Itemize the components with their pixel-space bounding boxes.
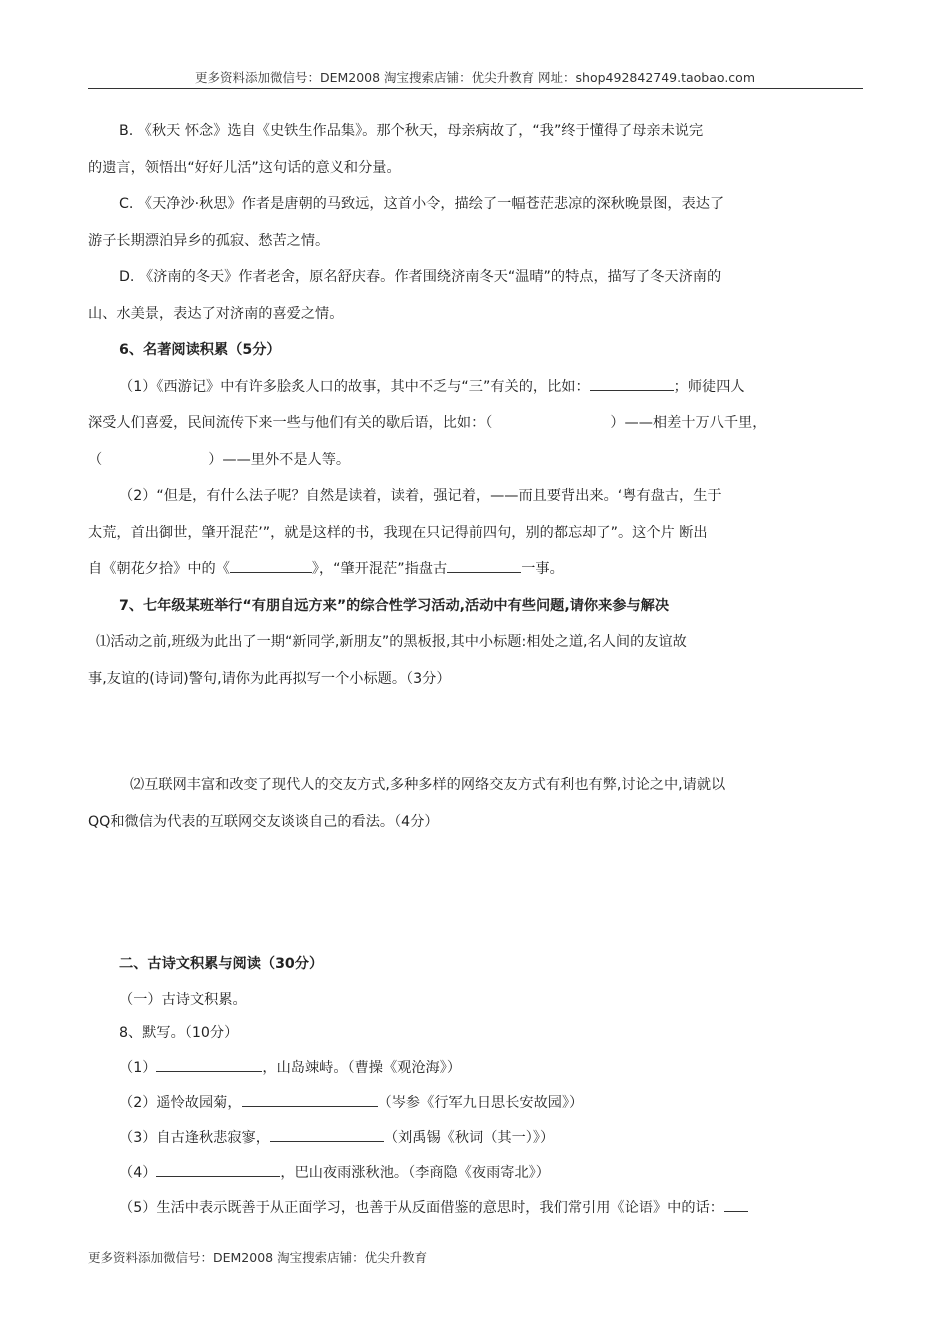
question-7-p2-line1: ⑵互联网丰富和改变了现代人的交友方式,多种多样的网络交友方式有利也有弊,讨论之中,请就以 [130, 777, 726, 793]
q6-p1-line3-b: ）——里外不是人等。 [208, 452, 351, 468]
question-7-p1-line2: 事,友谊的(诗词)警句,请你为此再拟写一个小标题。（3分） [88, 671, 451, 687]
dictation-line-4 [119, 1162, 895, 1182]
page-header: 更多资料添加微信号：DEM2008 淘宝搜索店铺：优尖升教育 网址：shop492842749.taobao.com [194, 70, 756, 85]
answer-blank[interactable] [724, 1197, 748, 1212]
dictation-1-label: （1） [119, 1060, 157, 1076]
answer-blank[interactable] [156, 1057, 262, 1072]
question-7-p2-line2: QQ和微信为代表的互联网交友谈谈自己的看法。（4分） [88, 814, 439, 830]
dictation-3-text-b: （刘禹锡《秋词（其一）》） [383, 1130, 555, 1146]
question-6-title: 6、名著阅读积累（5分） [119, 342, 281, 358]
option-d-line1: D. 《济南的冬天》作者老舍，原名舒庆春。作者围绕济南冬天“温晴”的特点，描写了冬天济南的 [119, 269, 722, 285]
question-6-p1-line1 [119, 376, 895, 396]
question-6-p1-line3 [88, 449, 864, 469]
option-c-line1: C. 《天净沙·秋思》作者是唐朝的马致远，这首小令，描绘了一幅苍茫悲凉的深秋晚景图，表达了 [119, 196, 725, 212]
dictation-2-text-a: （2）遥怜故园菊， [119, 1095, 242, 1111]
dictation-4-text: ，巴山夜雨涨秋池。（李商隐《夜雨寄北》） [280, 1165, 550, 1181]
q6-p1-line3-a: （ [88, 452, 103, 468]
dictation-3-text-a: （3）自古逢秋悲寂寥， [119, 1130, 270, 1146]
q6-p1-line2-a: 深受人们喜爱，民间流传下来一些与他们有关的歇后语，比如：（ [88, 415, 493, 431]
section-2-subtitle: （一）古诗文积累。 [119, 992, 247, 1008]
option-c-line2: 游子长期漂泊异乡的孤寂、愁苦之情。 [88, 233, 330, 249]
answer-blank[interactable] [230, 558, 312, 573]
q6-p2-line3-c: 一事。 [521, 561, 564, 577]
answer-blank[interactable] [156, 1162, 280, 1177]
dictation-4-label: （4） [119, 1165, 157, 1181]
answer-blank[interactable] [270, 1127, 384, 1142]
dictation-5-text: （5）生活中表示既善于从正面学习，也善于从反面借鉴的意思时，我们常引用《论语》中的话： [119, 1200, 724, 1216]
question-6-p2-line2: 太荒，首出御世，肇开混茫’”，就是这样的书，我现在只记得前四句，别的都忘却了”。这个片 断出 [88, 525, 708, 541]
question-6-p2-line3 [88, 558, 864, 578]
dictation-line-1 [119, 1057, 895, 1077]
question-8-title: 8、默写。（10分） [119, 1025, 239, 1041]
answer-blank[interactable] [242, 1092, 378, 1107]
dictation-line-5 [119, 1197, 895, 1217]
dictation-1-text: ，山岛竦峙。（曹操《观沧海》） [262, 1060, 462, 1076]
q6-p1-line2-b: ）——相差十万八千里， [610, 415, 767, 431]
q6-p2-line3-b: 》，“肇开混茫”指盘古 [311, 561, 448, 577]
answer-blank[interactable] [447, 558, 521, 573]
question-6-p2-line1: （2）“但是，有什么法子呢？自然是读着，读着，强记着，——而且要背出来。‘粤有盘古，生于 [119, 488, 722, 504]
question-7-p1-line1: ⑴活动之前,班级为此出了一期“新同学,新朋友”的黑板报,其中小标题:相处之道,名人间的友谊故 [96, 634, 687, 650]
dictation-line-2 [119, 1092, 895, 1112]
option-b-line1: B. 《秋天 怀念》选自《史铁生作品集》。那个秋天，母亲病故了，“我”终于懂得了母亲未说完 [119, 123, 704, 139]
option-d-line2: 山、水美景，表达了对济南的喜爱之情。 [88, 306, 344, 322]
header-divider [88, 88, 863, 89]
q6-p2-line3-a: 自《朝花夕拾》中的《 [88, 561, 230, 577]
question-7-title-text: 7、七年级某班举行“有朋自远方来”的综合性学习活动,活动中有些问题,请你来参与解决 [119, 598, 670, 614]
question-6-p1-line2 [88, 412, 864, 432]
dictation-2-text-b: （岑参《行军九日思长安故园》） [377, 1095, 584, 1111]
page-footer: 更多资料添加微信号：DEM2008 淘宝搜索店铺：优尖升教育 [88, 1250, 428, 1265]
q6-p1-text-b: ；师徒四人 [673, 379, 745, 395]
answer-blank[interactable] [590, 376, 674, 391]
section-2-title: 二、古诗文积累与阅读（30分） [119, 956, 324, 972]
dictation-line-3 [119, 1127, 895, 1147]
option-b-line2: 的遗言，领悟出“好好儿活”这句话的意义和分量。 [88, 160, 401, 176]
question-7-title [119, 595, 895, 615]
q6-p1-text-a: （1）《西游记》中有许多脍炙人口的故事，其中不乏与“三”有关的，比如： [119, 379, 590, 395]
